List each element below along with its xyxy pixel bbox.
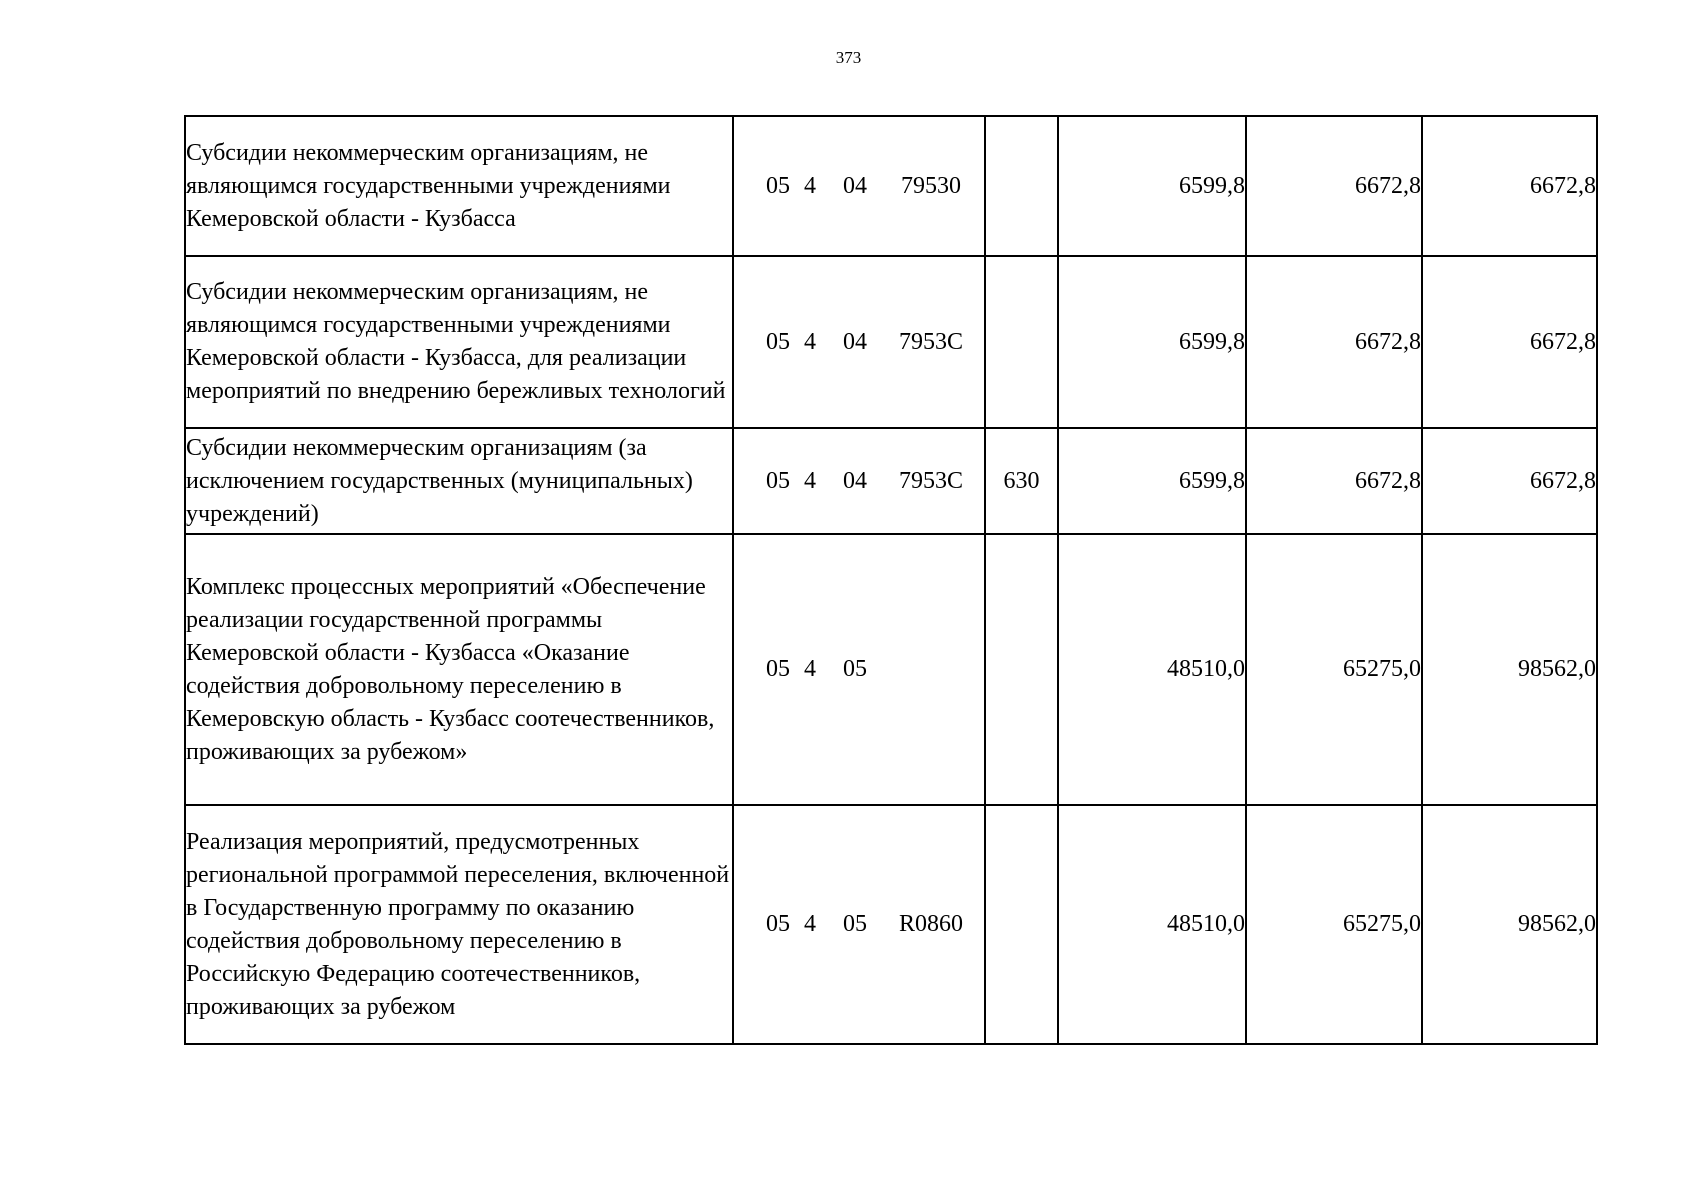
expense-type-code bbox=[985, 116, 1058, 256]
amount-year-3: 6672,8 bbox=[1422, 116, 1597, 256]
direction-code: R0860 bbox=[898, 911, 963, 937]
amount-year-2: 6672,8 bbox=[1246, 116, 1422, 256]
page-number: 373 bbox=[835, 48, 862, 67]
subprogram-code: 4 bbox=[804, 172, 816, 199]
classification-codes bbox=[733, 256, 985, 428]
table-row bbox=[185, 256, 1597, 428]
main-event-code: 04 bbox=[843, 328, 867, 355]
amount-year-1: 48510,0 bbox=[1058, 534, 1246, 805]
row-name: Субсидии некоммерческим организациям (за исключением государственных (муниципальных) учреждений) bbox=[185, 428, 733, 534]
budget-table bbox=[184, 115, 1598, 1045]
amount-year-2: 6672,8 bbox=[1246, 256, 1422, 428]
expense-type-code bbox=[985, 534, 1058, 805]
amount-year-3: 6672,8 bbox=[1422, 428, 1597, 534]
main-event-code: 05 bbox=[843, 656, 867, 682]
amount-year-1: 6599,8 bbox=[1058, 116, 1246, 256]
amount-year-1: 48510,0 bbox=[1058, 805, 1246, 1044]
classification-codes bbox=[733, 116, 985, 256]
program-code: 05 bbox=[766, 911, 790, 937]
main-event-code: 04 bbox=[843, 467, 867, 494]
classification-codes bbox=[733, 534, 985, 805]
row-name: Реализация мероприятий, предусмотренных региональной программой переселения, включенной в Государственную программу по оказанию содействия добровольному переселению в Российскую Федерацию соотечественников, проживающих за рубежом bbox=[185, 805, 733, 1044]
amount-year-1: 6599,8 bbox=[1058, 428, 1246, 534]
row-name: Комплекс процессных мероприятий «Обеспечение реализации государственной программы Кемеровской области - Кузбасса «Оказание содействия добровольному переселению в Кемеровскую область - Кузбасс соотечественников, проживающих за рубежом» bbox=[185, 534, 733, 805]
expense-type-code: 630 bbox=[985, 428, 1058, 534]
subprogram-code: 4 bbox=[804, 656, 816, 682]
table-row bbox=[185, 534, 1597, 805]
direction-code: 7953С bbox=[898, 328, 963, 355]
classification-codes bbox=[733, 428, 985, 534]
program-code: 05 bbox=[766, 656, 790, 682]
table-row bbox=[185, 116, 1597, 256]
row-name: Субсидии некоммерческим организациям, не являющимся государственными учреждениями Кемеровской области - Кузбасса, для реализации мероприятий по внедрению бережливых технологий bbox=[185, 256, 733, 428]
main-event-code: 05 bbox=[843, 911, 867, 937]
table-row bbox=[185, 428, 1597, 534]
classification-codes bbox=[733, 805, 985, 1044]
subprogram-code: 4 bbox=[804, 467, 816, 494]
amount-year-1: 6599,8 bbox=[1058, 256, 1246, 428]
amount-year-2: 6672,8 bbox=[1246, 428, 1422, 534]
subprogram-code: 4 bbox=[804, 328, 816, 355]
direction-code: 7953С bbox=[898, 467, 963, 494]
table-row bbox=[185, 805, 1597, 1044]
row-name: Субсидии некоммерческим организациям, не являющимся государственными учреждениями Кемеровской области - Кузбасса bbox=[185, 116, 733, 256]
amount-year-3: 6672,8 bbox=[1422, 256, 1597, 428]
subprogram-code: 4 bbox=[804, 911, 816, 937]
amount-year-3: 98562,0 bbox=[1422, 805, 1597, 1044]
program-code: 05 bbox=[766, 467, 790, 494]
expense-type-code bbox=[985, 805, 1058, 1044]
amount-year-3: 98562,0 bbox=[1422, 534, 1597, 805]
program-code: 05 bbox=[766, 328, 790, 355]
main-event-code: 04 bbox=[843, 172, 867, 199]
budget-table-body bbox=[185, 116, 1597, 1044]
amount-year-2: 65275,0 bbox=[1246, 534, 1422, 805]
program-code: 05 bbox=[766, 172, 790, 199]
expense-type-code bbox=[985, 256, 1058, 428]
direction-code: 79530 bbox=[901, 172, 961, 199]
amount-year-2: 65275,0 bbox=[1246, 805, 1422, 1044]
